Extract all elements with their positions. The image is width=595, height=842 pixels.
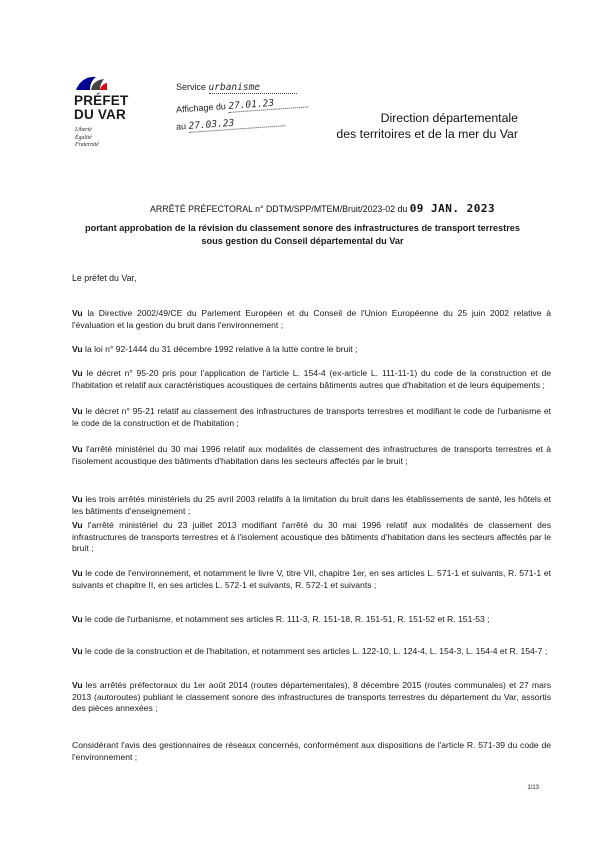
paragraph-lead: Vu [72, 444, 83, 454]
paragraph-text: les arrêtés préfectoraux du 1er août 2014 (routes départementales), 8 décembre 2015 (routes communales) et 27 mars 2013 (autoroutes) publiant le classement sonore des infrastructures de transports terrestres du département du Var, assortis des pièces annexées ; [72, 680, 551, 714]
stamp-affichage [176, 95, 309, 116]
considerant-paragraph [72, 344, 551, 356]
paragraph-text: le décret n° 95-21 relatif au classement des infrastructures de transports terrestres et modifiant le code de l'urbanisme et le code de la construction et de l'habitation ; [72, 406, 551, 428]
arrete-date-stamp: 09 JAN. 2023 [409, 202, 496, 215]
marianne-logo-icon [74, 74, 108, 92]
republic-motto: Liberté Égalité Fraternité [75, 127, 99, 149]
arrete-subject: portant approbation de la révision du classement sonore des infrastructures de transport terrestres sous gestion du Conseil départemental du Var [85, 223, 520, 246]
arrete-reference: ARRÊTÉ PRÉFECTORAL n° DDTM/SPP/MTEM/Bruit/2023-02 du [150, 204, 408, 214]
paragraph-lead: Vu [72, 680, 83, 690]
paragraph-lead: Vu [72, 646, 83, 656]
paragraph-text: les trois arrêtés ministériels du 25 avril 2003 relatifs à la limitation du bruit dans les établissements de santé, les hôtels et les bâtiments d'enseignement ; [72, 494, 551, 516]
considerant-paragraph [72, 568, 551, 591]
paragraph-text: Considérant l'avis des gestionnaires de réseaux concernés, conformément aux dispositions de l'article R. 571-39 du code de l'environnement ; [72, 740, 551, 762]
paragraph-lead: Vu [72, 494, 83, 504]
paragraph-lead: Vu [72, 406, 83, 416]
page-number: 1/13 [527, 785, 539, 791]
considerant-paragraph [72, 740, 551, 763]
paragraph-text: le décret n° 95-20 pris pour l'application de l'article L. 154-4 (ex-article L. 111-11-1) du code de la construction et de l'habitation et relatif aux caractéristiques acoustiques de certains bâtiments autres que d'habitation et de leurs équipements ; [72, 368, 551, 390]
paragraph-text: l'arrêté ministériel du 30 mai 1996 relatif aux modalités de classement des infrastructures de transports terrestres et à l'isolement acoustique des bâtiments d'habitation dans les secteurs affectés par le bruit ; [72, 444, 551, 466]
paragraph-text: la Directive 2002/49/CE du Parlement Européen et du Conseil de l'Union Européenne du 25 juin 2002 relative à l'évaluation et la gestion du bruit dans l'environnement ; [72, 308, 551, 330]
paragraph-lead: Vu [72, 614, 83, 624]
considerant-paragraph [72, 614, 551, 626]
stamp-au-value: 27.03.23 [188, 114, 285, 133]
prefet-title: PRÉFET DU VAR [74, 93, 129, 122]
paragraph-text: l'arrêté ministériel du 23 juillet 2013 modifiant l'arrêté du 30 mai 1996 relatif aux modalités de classement des infrastructures de transports terrestres et à l'isolement acoustique des bâtiments d'habitation dans les secteurs affectés par le bruit ; [72, 520, 551, 554]
paragraph-lead: Vu [72, 368, 83, 378]
considerant-paragraph [72, 368, 551, 391]
paragraph-text: le code de l'urbanisme, et notamment ses articles R. 111-3, R. 151-18, R. 151-51, R. 151-52 et R. 151-53 ; [82, 614, 490, 624]
considerant-paragraph [72, 444, 551, 467]
considerant-paragraph [72, 646, 551, 658]
issuing-direction [336, 110, 518, 142]
direction-line-1: Direction départementale [380, 111, 518, 125]
paragraph-text: le code de la construction et de l'habitation, et notamment ses articles L. 122-10, L. 124-4, L. 154-3, L. 154-4 et R. 154-7 ; [82, 646, 548, 656]
paragraph-lead: Vu [72, 344, 83, 354]
stamp-service [176, 82, 297, 94]
paragraph-lead: Vu [72, 568, 83, 578]
stamp-affichage-label: Affichage du [175, 101, 227, 115]
stamp-service-value: urbanisme [209, 82, 297, 94]
stamp-affichage-value: 27.01.23 [228, 95, 309, 113]
direction-line-2: des territoires et de la mer du Var [336, 127, 518, 141]
considerant-paragraph [72, 308, 551, 331]
paragraph-lead: Vu [72, 520, 83, 530]
considerant-paragraph [72, 494, 551, 517]
paragraph-text: le code de l'environnement, et notamment le livre V, titre VII, chapitre 1er, en ses articles L. 571-1 et suivants, R. 571-1 et suivants et chapitre II, en ses articles L. 572-1 et suivants, R. 572-1 et suivants ; [72, 568, 551, 590]
considerant-paragraph [72, 680, 551, 715]
stamp-service-label: Service [176, 82, 207, 92]
intro-line: Le préfet du Var, [72, 273, 137, 283]
paragraph-lead: Vu [72, 308, 83, 318]
considerant-paragraph [72, 406, 551, 429]
stamp-au [176, 114, 285, 134]
considerant-paragraph [72, 520, 551, 555]
paragraph-text: la loi n° 92-1444 du 31 décembre 1992 relative à la lutte contre le bruit ; [82, 344, 358, 354]
stamp-au-label: au [175, 121, 187, 132]
arrete-reference-line [150, 202, 495, 215]
